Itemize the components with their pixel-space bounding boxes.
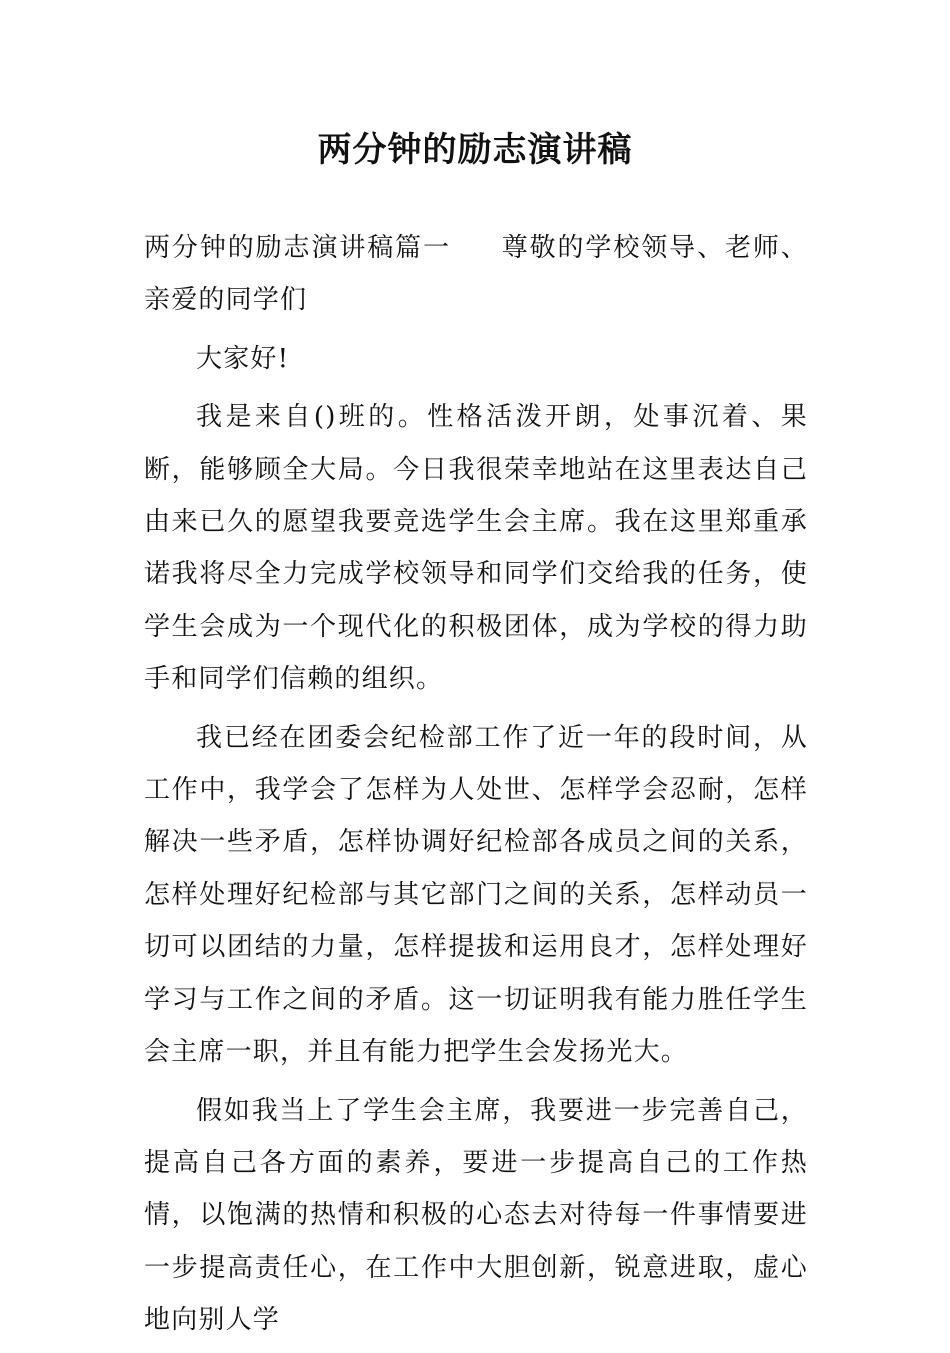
salutation: 尊敬的学校领导、老师、亲爱的同学们 — [144, 233, 808, 316]
document-body — [144, 222, 808, 1353]
intro-paragraph — [144, 222, 808, 327]
body-paragraph: 我是来自()班的。性格活泼开朗，处事沉着、果断，能够顾全大局。今日我很荣幸地站在这里表达自己由来已久的愿望我要竞选学生会主席。我在这里郑重承诺我将尽全力完成学校领导和同学们交给我的任务，使学生会成为一个现代化的积极团体，成为学校的得力助手和同学们信赖的组织。 — [144, 402, 808, 695]
section-heading: 两分钟的励志演讲稿篇一 — [144, 233, 451, 263]
greeting-paragraph: 大家好! — [196, 343, 290, 374]
body-paragraph: 我已经在团委会纪检部工作了近一年的段时间，从工作中，我学会了怎样为人处世、怎样学会忍耐，怎样解决一些矛盾，怎样协调好纪检部各成员之间的关系，怎样处理好纪检部与其它部门之间的关系，怎样动员一切可以团结的力量，怎样提拔和运用良才，怎样处理好学习与工作之间的矛盾。这一切证明我有能力胜任学生会主席一职，并且有能力把学生会发扬光大。 — [144, 722, 808, 1068]
document-title: 两分钟的励志演讲稿 — [317, 130, 633, 170]
body-paragraph: 假如我当上了学生会主席，我要进一步完善自己，提高自己各方面的素养，要进一步提高自己的工作热情，以饱满的热情和积极的心态去对待每一件事情要进一步提高责任心，在工作中大胆创新，锐意进取，虚心地向别人学 — [144, 1095, 808, 1336]
